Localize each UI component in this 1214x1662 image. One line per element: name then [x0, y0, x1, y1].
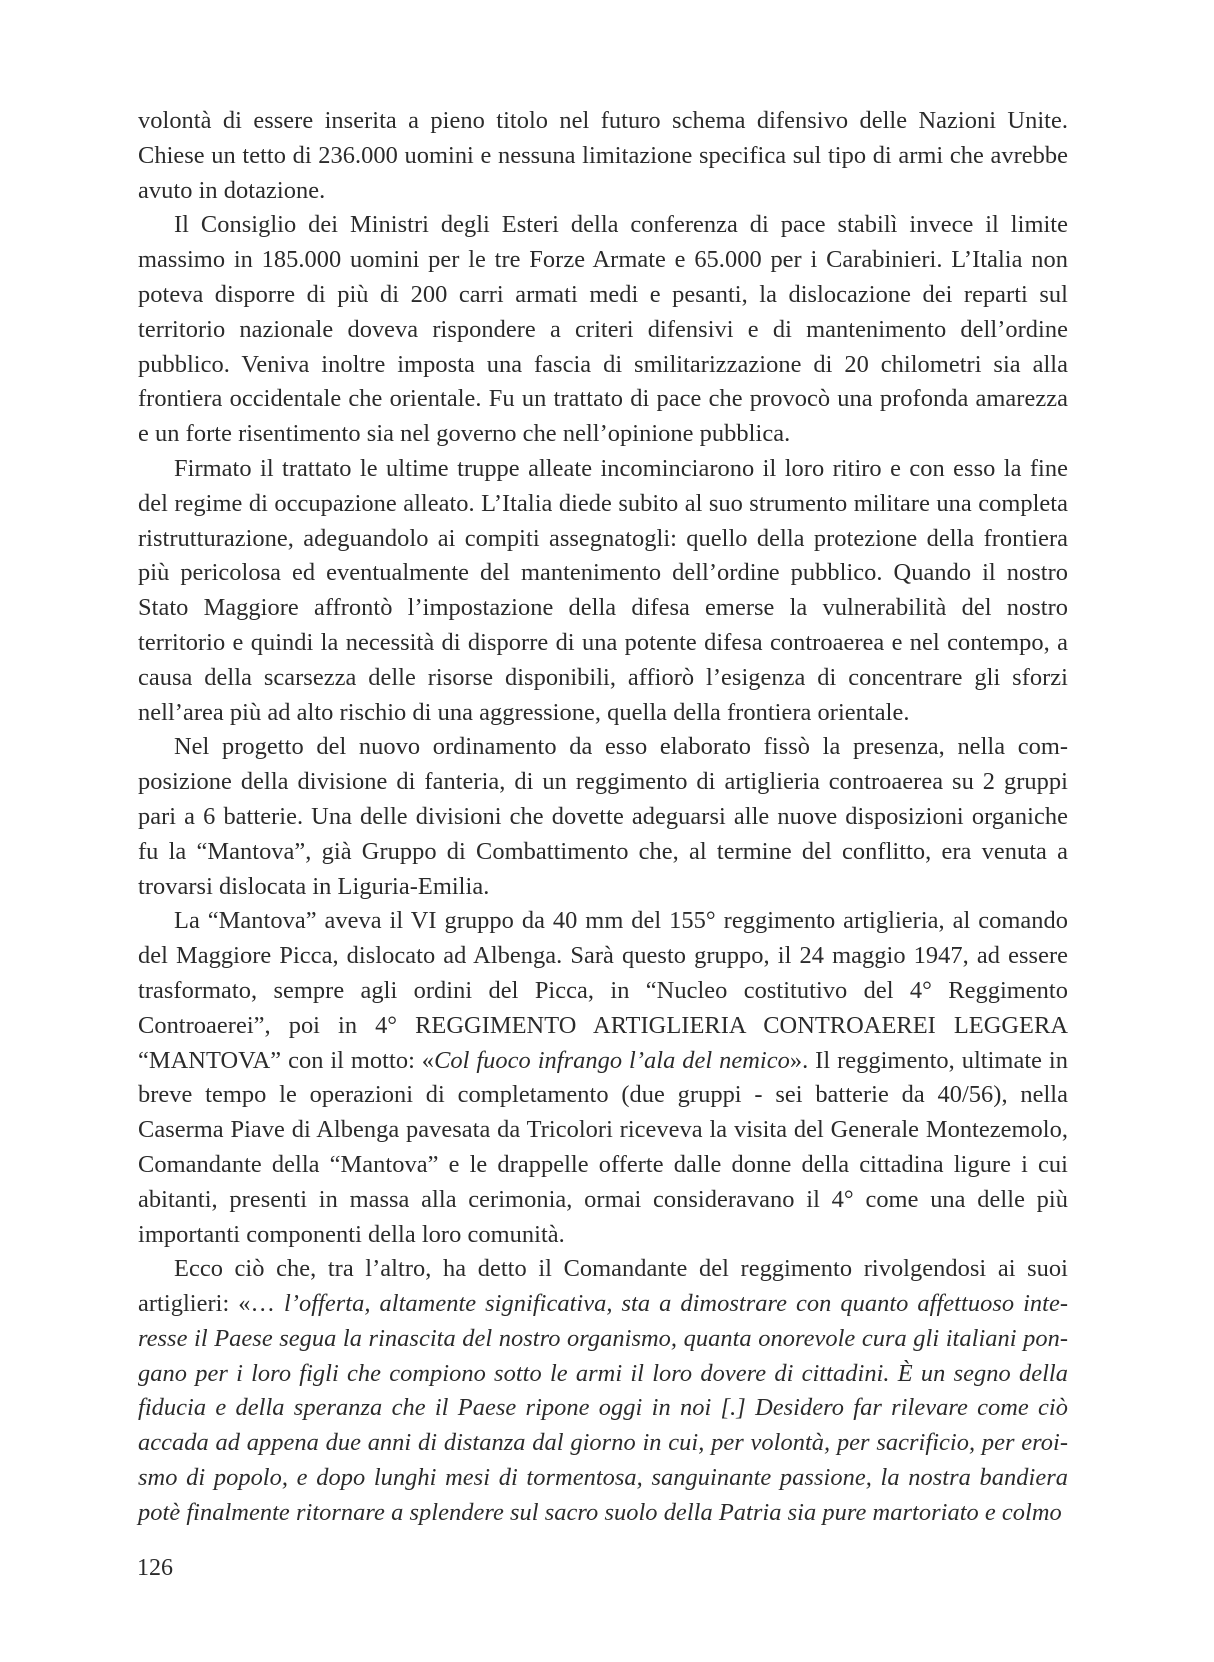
- paragraph-5-text-a: La “Mantova” aveva il VI gruppo da 40 mm del 155° reggimento artiglieria, al comando del Maggiore Picca, dislocato ad Albenga. Sarà questo gruppo, il 24 maggio 1947, ad essere trasformato, sempre agli ordini del Picca, in “Nucleo costitutivo del 4° Reggimento Controaerei”, poi in 4° REGGIMENTO ARTIGLIERIA CONTROAEREI LEGGERA “MANTOVA” con il motto: «: [138, 907, 1068, 1074]
- paragraph-5-text-b: ». Il reggimento, ultimate in breve tempo le operazioni di completamento (due gruppi - sei batterie da 40/56), nella Caserma Piave di Albenga pavesata da Tricolori riceveva la visita del Generale Montezemolo, Comandante della “Mantova” e le drappelle offerte dalle donne della cittadina ligure i cui abitanti, presenti in massa alla cerimonia, ormai consideravano il 4° come una delle più importanti componenti della loro comunità.: [138, 1046, 1069, 1248]
- paragraph-4: [138, 730, 1068, 904]
- commander-speech-quote: l’offerta, altamente significativa, sta a dimostrare con quanto affettuoso interesse il Paese segua la rinascita del nostro organismo, quanta onorevole cura gli italiani pongano per i loro figli che compiono sotto le armi il loro dovere di cittadini. È un segno della fiducia e della speranza che il Paese ripone oggi in noi [.] Desidero far rilevare come ciò accada ad appena due anni di distanza dal giorno in cui, per volontà, per sacrificio, per eroismo di popolo, e dopo lunghi mesi di tormentosa, sanguinante passione, la nostra bandiera potè finalmente ritornare a splendere sul sacro suolo della Patria sia pure martoriato e colmo: [138, 1290, 1068, 1526]
- paragraph-5: [138, 904, 1068, 1252]
- paragraph-3: [138, 452, 1068, 730]
- page-number: 126: [137, 1555, 173, 1581]
- page-body: [138, 104, 1068, 1531]
- paragraph-1: [138, 104, 1068, 208]
- paragraph-6: [138, 1252, 1068, 1530]
- paragraph-1-text: volontà di essere inserita a pieno titolo nel futuro schema difensivo delle Nazioni Unite. Chiese un tetto di 236.000 uomini e nessuna limitazione specifica sul tipo di armi che avrebbe avuto in dotazione.: [138, 107, 1068, 204]
- paragraph-2: [138, 208, 1068, 452]
- paragraph-6-text: Ecco ciò che, tra l’altro, ha detto il Comandante del reggimento rivolgendosi ai suoi artiglieri: «…: [138, 1255, 1068, 1318]
- paragraph-4-text: Nel progetto del nuovo ordinamento da esso elaborato fissò la presenza, nella composizione della divisione di fanteria, di un reggimento di artiglieria controaerea su 2 gruppi pari a 6 batterie. Una delle divisioni che dovette adeguarsi alle nuove disposizioni organiche fu la “Mantova”, già Gruppo di Combattimento che, al termine del conflitto, era venuta a trovarsi dislocata in Liguria-Emilia.: [138, 733, 1068, 900]
- paragraph-3-text: Firmato il trattato le ultime truppe alleate incominciarono il loro ritiro e con esso la fine del regime di occupazione alleato. L’Italia diede subito al suo strumento militare una completa ristrutturazione, adeguandolo ai compiti assegnatogli: quello della protezione della frontiera più pericolosa ed eventualmente del mantenimento dell’ordine pubblico. Quando il nostro Stato Maggiore affrontò l’impostazione della difesa emerse la vulnerabilità del nostro territorio e quindi la necessità di disporre di una potente difesa controaerea e nel contempo, a causa della scarsezza delle risorse disponibili, affiorò l’esigenza di concentrare gli sforzi nell’area più ad alto rischio di una aggressione, quella della frontiera orientale.: [138, 454, 1068, 726]
- regiment-motto: Col fuoco infrango l’ala del nemico: [434, 1046, 790, 1074]
- paragraph-2-text: Il Consiglio dei Ministri degli Esteri della conferenza di pace stabilì invece il limite massimo in 185.000 uomini per le tre Forze Armate e 65.000 per i Carabinieri. L’Italia non poteva disporre di più di 200 carri armati medi e pesanti, la dislocazione dei reparti sul territorio nazionale doveva rispondere a criteri difensivi e di mantenimento dell’ordine pubblico. Veniva inoltre imposta una fascia di smilitarizzazione di 20 chilometri sia alla frontiera occidentale che orientale. Fu un trattato di pace che provocò una profonda amarezza e un forte risentimento sia nel governo che nell’opinione pubblica.: [138, 211, 1068, 448]
